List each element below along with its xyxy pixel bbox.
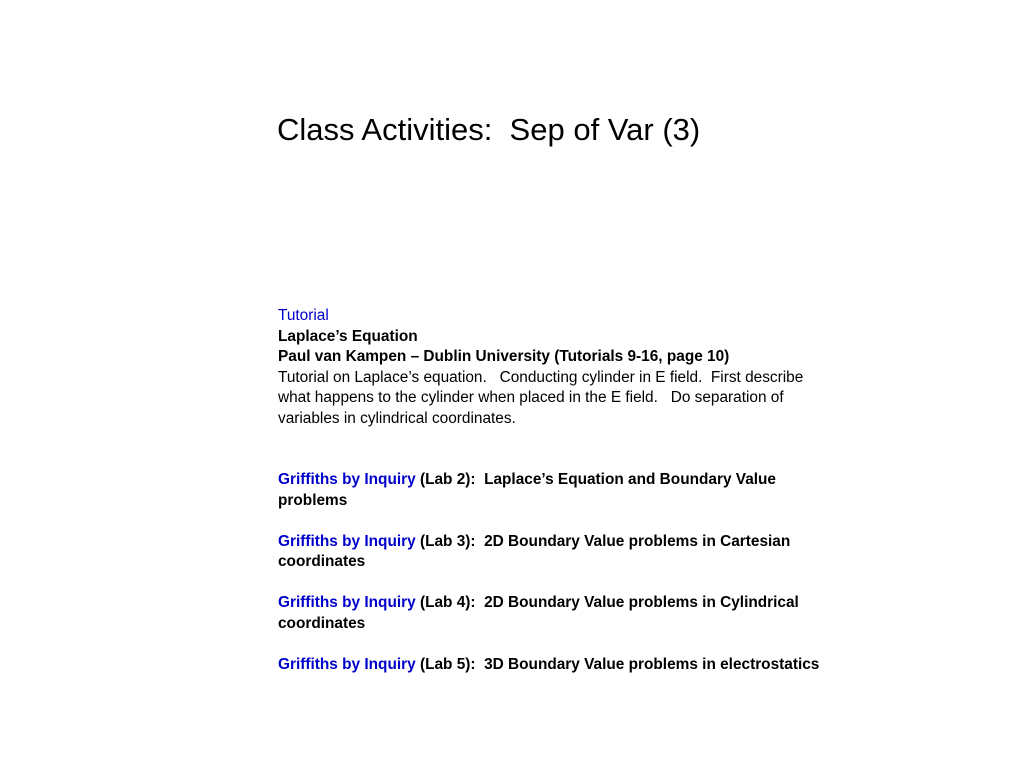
griffiths-by-inquiry-link[interactable]: Griffiths by Inquiry: [278, 471, 416, 488]
lab-title: (Lab 5): 3D Boundary Value problems in electrostatics: [415, 655, 820, 673]
griffiths-by-inquiry-link[interactable]: Griffiths by Inquiry: [278, 655, 416, 673]
tutorial-description-line-2: what happens to the cylinder when placed in the E field. Do separation of: [278, 389, 784, 406]
lab-title: (Lab 2): Laplace’s Equation and Boundary Value: [415, 471, 776, 488]
spacer: [278, 511, 898, 532]
lab-title-continued: coordinates: [278, 614, 366, 632]
spacer: [278, 573, 898, 594]
slide-content: [278, 306, 898, 675]
griffiths-by-inquiry-link[interactable]: Griffiths by Inquiry: [278, 532, 416, 550]
spacer: [278, 429, 898, 470]
tutorial-description-line-1: Tutorial on Laplace’s equation. Conducting cylinder in E field. First describe: [278, 368, 804, 386]
lab-entry-5: [278, 655, 898, 676]
lab-entry-4: [278, 593, 898, 634]
slide-title: Class Activities: Sep of Var (3): [277, 112, 701, 147]
griffiths-by-inquiry-link[interactable]: Griffiths by Inquiry: [278, 594, 416, 611]
lab-title-continued: coordinates: [278, 553, 366, 570]
lab-title: (Lab 4): 2D Boundary Value problems in Cylindrical: [415, 594, 799, 611]
spacer: [278, 634, 898, 655]
tutorial-description-line-3: variables in cylindrical coordinates.: [278, 409, 516, 427]
lab-title-continued: problems: [278, 491, 348, 509]
lab-entry-3: [278, 532, 898, 573]
lab-title: (Lab 3): 2D Boundary Value problems in Cartesian: [415, 532, 791, 550]
lab-entry-2: [278, 470, 898, 511]
tutorial-name: Laplace’s Equation: [278, 327, 418, 345]
tutorial-source: Paul van Kampen – Dublin University (Tutorials 9-16, page 10): [278, 348, 730, 365]
tutorial-link[interactable]: Tutorial: [278, 307, 329, 324]
